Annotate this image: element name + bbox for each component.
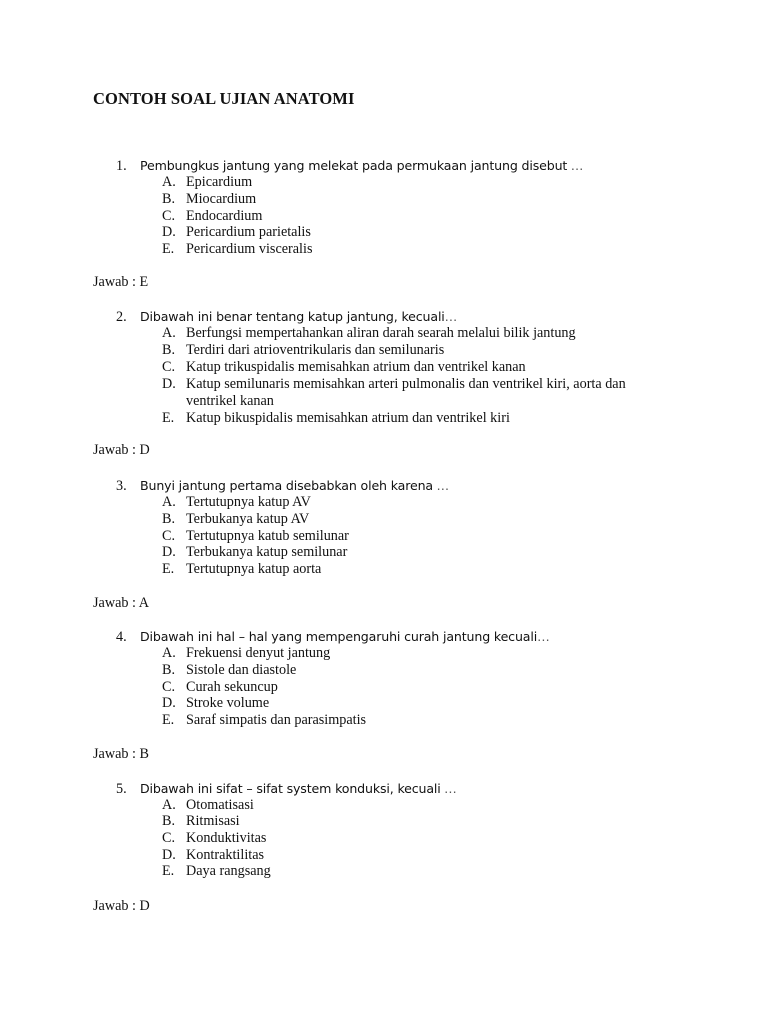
option-text: Epicardium bbox=[186, 174, 253, 190]
answer-3: Jawab : A bbox=[93, 595, 149, 611]
option-letter: C. bbox=[162, 830, 176, 846]
option-letter: A. bbox=[162, 797, 176, 813]
option-text: Sistole dan diastole bbox=[186, 662, 297, 678]
option-1d bbox=[162, 224, 311, 241]
option-text: Konduktivitas bbox=[186, 830, 267, 846]
option-text: Tertutupnya katub semilunar bbox=[186, 528, 349, 544]
question-number: 3. bbox=[116, 478, 127, 494]
option-1b bbox=[162, 191, 256, 208]
question-text: Dibawah ini benar tentang katup jantung, kecuali bbox=[140, 309, 445, 324]
option-letter: E. bbox=[162, 241, 175, 257]
option-5d bbox=[162, 847, 264, 864]
option-letter: D. bbox=[162, 376, 176, 392]
option-text: Terbukanya katup AV bbox=[186, 511, 310, 527]
option-1c bbox=[162, 208, 262, 225]
option-text: Pericardium visceralis bbox=[186, 241, 313, 257]
option-text: Katup bikuspidalis memisahkan atrium dan ventrikel kiri bbox=[186, 410, 510, 426]
option-letter: E. bbox=[162, 561, 175, 577]
question-2 bbox=[116, 308, 457, 326]
option-text: Terdiri dari atrioventrikularis dan semilunaris bbox=[186, 342, 445, 358]
page-title: CONTOH SOAL UJIAN ANATOMI bbox=[93, 89, 355, 108]
option-3e bbox=[162, 561, 321, 578]
option-letter: B. bbox=[162, 662, 176, 678]
option-text: Terbukanya katup semilunar bbox=[186, 544, 348, 560]
question-ellipsis: … bbox=[537, 629, 550, 644]
option-5e bbox=[162, 863, 271, 880]
question-text: Bunyi jantung pertama disebabkan oleh karena bbox=[140, 478, 433, 493]
option-letter: B. bbox=[162, 813, 176, 829]
answer-1: Jawab : E bbox=[93, 274, 149, 290]
option-letter: A. bbox=[162, 325, 176, 341]
option-text: Otomatisasi bbox=[186, 797, 254, 813]
option-4e bbox=[162, 712, 366, 729]
question-number: 4. bbox=[116, 629, 127, 645]
option-letter: D. bbox=[162, 544, 176, 560]
option-text: Curah sekuncup bbox=[186, 679, 278, 695]
option-letter: A. bbox=[162, 174, 176, 190]
option-2d bbox=[162, 376, 626, 393]
option-letter: E. bbox=[162, 863, 175, 879]
question-ellipsis: … bbox=[444, 781, 457, 796]
option-2e bbox=[162, 410, 510, 427]
option-2b bbox=[162, 342, 444, 359]
option-text: Miocardium bbox=[186, 191, 257, 207]
option-2c bbox=[162, 359, 526, 376]
option-text: Endocardium bbox=[186, 208, 263, 224]
option-4c bbox=[162, 679, 278, 696]
question-number: 2. bbox=[116, 309, 127, 325]
question-text: Pembungkus jantung yang melekat pada permukaan jantung disebut bbox=[140, 158, 568, 173]
option-1e bbox=[162, 241, 312, 258]
option-3d bbox=[162, 544, 347, 561]
question-ellipsis: … bbox=[570, 158, 584, 173]
option-1a bbox=[162, 174, 252, 191]
option-text: Frekuensi denyut jantung bbox=[186, 645, 331, 661]
question-ellipsis: … bbox=[444, 309, 458, 324]
option-letter: D. bbox=[162, 847, 176, 863]
option-2d-continuation: ventrikel kanan bbox=[186, 393, 274, 409]
option-5c bbox=[162, 830, 266, 847]
question-number: 5. bbox=[116, 781, 127, 797]
question-ellipsis: … bbox=[436, 478, 450, 493]
option-4a bbox=[162, 645, 330, 662]
option-text: Saraf simpatis dan parasimpatis bbox=[186, 712, 367, 728]
option-3b bbox=[162, 511, 309, 528]
option-text: Daya rangsang bbox=[186, 863, 271, 879]
option-3c bbox=[162, 528, 349, 545]
answer-2: Jawab : D bbox=[93, 442, 150, 458]
option-letter: E. bbox=[162, 712, 175, 728]
answer-5: Jawab : D bbox=[93, 898, 150, 914]
option-letter: B. bbox=[162, 191, 176, 207]
answer-4: Jawab : B bbox=[93, 746, 149, 762]
option-text: Pericardium parietalis bbox=[186, 224, 311, 240]
question-number: 1. bbox=[116, 158, 127, 174]
question-text: Dibawah ini sifat – sifat system konduksi, kecuali bbox=[140, 781, 441, 796]
option-3a bbox=[162, 494, 311, 511]
option-5b bbox=[162, 813, 240, 830]
option-letter: D. bbox=[162, 695, 176, 711]
option-letter: E. bbox=[162, 410, 175, 426]
option-text: Katup semilunaris memisahkan arteri pulmonalis dan ventrikel kiri, aorta dan bbox=[186, 376, 626, 392]
option-letter: A. bbox=[162, 645, 176, 661]
question-4 bbox=[116, 628, 550, 646]
option-text: Tertutupnya katup AV bbox=[186, 494, 311, 510]
question-5 bbox=[116, 780, 457, 798]
option-letter: B. bbox=[162, 511, 176, 527]
option-5a bbox=[162, 797, 254, 814]
question-text: Dibawah ini hal – hal yang mempengaruhi curah jantung kecuali bbox=[140, 629, 538, 644]
option-letter: D. bbox=[162, 224, 176, 240]
option-text: Katup trikuspidalis memisahkan atrium dan ventrikel kanan bbox=[186, 359, 526, 375]
option-letter: C. bbox=[162, 208, 176, 224]
option-letter: C. bbox=[162, 528, 176, 544]
option-letter: C. bbox=[162, 679, 176, 695]
option-letter: A. bbox=[162, 494, 176, 510]
question-1 bbox=[116, 157, 583, 175]
option-letter: B. bbox=[162, 342, 176, 358]
option-text: Berfungsi mempertahankan aliran darah searah melalui bilik jantung bbox=[186, 325, 576, 341]
option-text: Kontraktilitas bbox=[186, 847, 265, 863]
option-text: Stroke volume bbox=[186, 695, 270, 711]
option-2a bbox=[162, 325, 576, 342]
option-4d bbox=[162, 695, 269, 712]
option-4b bbox=[162, 662, 296, 679]
option-letter: C. bbox=[162, 359, 176, 375]
option-text: Ritmisasi bbox=[186, 813, 240, 829]
question-3 bbox=[116, 477, 449, 495]
option-text: Tertutupnya katup aorta bbox=[186, 561, 322, 577]
